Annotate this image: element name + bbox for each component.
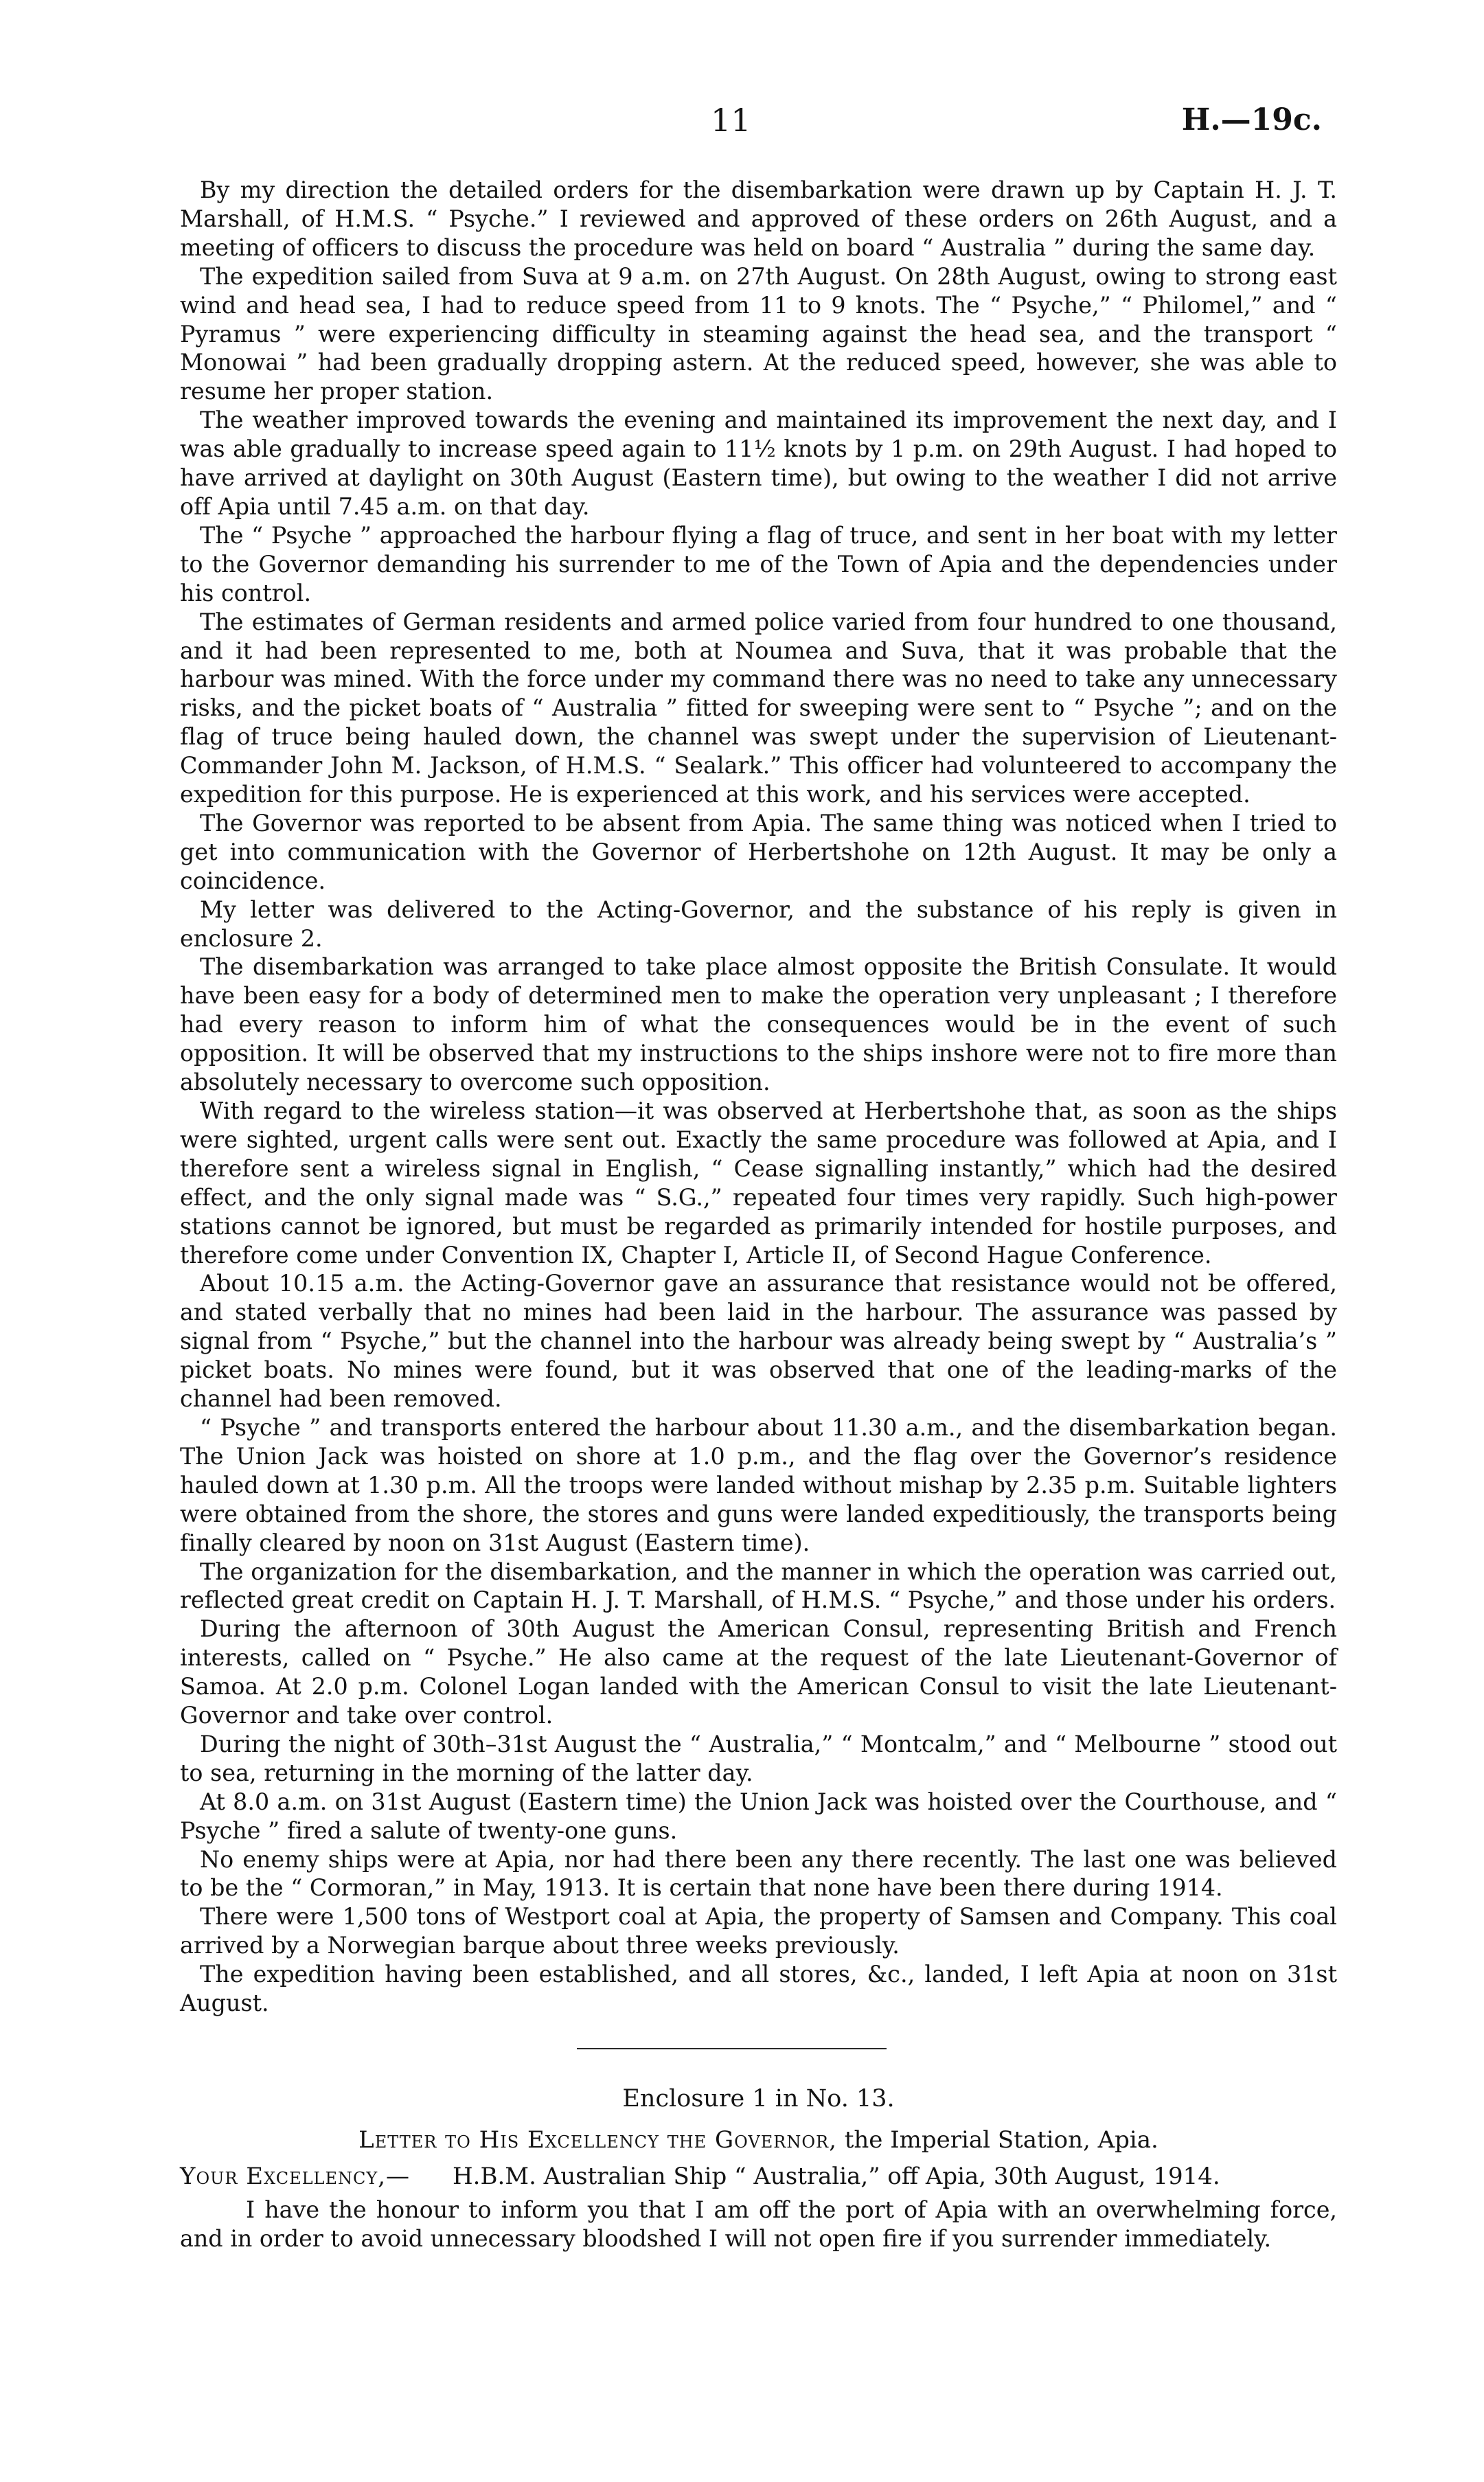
- paragraph: No enemy ships were at Apia, nor had there been any there recently. The last one was believed to be the “ Cormoran,” in May, 1913. It is certain that none have been there during 1914.: [180, 1845, 1337, 1902]
- paragraph: “ Psyche ” and transports entered the harbour about 11.30 a.m., and the disembarkation began. The Union Jack was hoisted on shore at 1.0 p.m., and the flag over the Governor’s residence hauled down at 1.30 p.m. All the troops were landed without mishap by 2.35 p.m. Suitable lighters were obtained from the shore, the stores and guns were landed expeditiously, the transports being finally cleared by noon on 31st August (Eastern time).: [180, 1413, 1337, 1556]
- paragraph: During the night of 30th–31st August the “ Australia,” “ Montcalm,” and “ Melbourne ” stood out to sea, returning in the morning of the latter day.: [180, 1730, 1337, 1786]
- paragraph: At 8.0 a.m. on 31st August (Eastern time) the Union Jack was hoisted over the Courthouse, and “ Psyche ” fired a salute of twenty-one guns.: [180, 1788, 1337, 1844]
- section-divider: [577, 2048, 887, 2049]
- letter-opening-line: [180, 2161, 1337, 2191]
- letter-body: I have the honour to inform you that I am off the port of Apia with an overwhelming force, and in order to avoid unnecessary bloodshed I will not open fire if you surrender immediately.: [180, 2196, 1337, 2252]
- letter-title-location: the Imperial Station, Apia.: [844, 2126, 1158, 2154]
- letter-address: H.B.M. Australian Ship “ Australia,” off Apia, 30th August, 1914.: [453, 2163, 1220, 2190]
- letter-title-addressee: Letter to His Excellency the Governor,: [358, 2126, 837, 2154]
- page-number: 11: [711, 102, 751, 139]
- paragraph: During the afternoon of 30th August the American Consul, representing British and French interests, called on “ Psyche.” He also came at the request of the late Lieutenant-Governor of Samoa. At 2.0 p.m. Colonel Logan landed with the American Consul to visit the late Lieutenant-Governor and take over control.: [180, 1615, 1337, 1729]
- paragraph: About 10.15 a.m. the Acting-Governor gave an assurance that resistance would not be offered, and stated verbally that no mines had been laid in the harbour. The assurance was passed by signal from “ Psyche,” but the channel into the harbour was already being swept by “ Australia’s ” picket boats. No mines were found, but it was observed that one of the leading-marks of the channel had been removed.: [180, 1270, 1337, 1413]
- paragraph: The Governor was reported to be absent from Apia. The same thing was noticed when I tried to get into communication with the Governor of Herbertshohe on 12th August. It may be only a coincidence.: [180, 809, 1337, 894]
- report-body: [180, 176, 1337, 2018]
- paragraph: With regard to the wireless station—it was observed at Herbertshohe that, as soon as the ships were sighted, urgent calls were sent out. Exactly the same procedure was followed at Apia, and I therefore sent a wireless signal in English, “ Cease signalling instantly,” which had the desired effect, and the only signal made was “ S.G.,” repeated four times very rapidly. Such high-power stations cannot be ignored, but must be regarded as primarily intended for hostile purposes, and therefore come under Convention IX, Chapter I, Article II, of Second Hague Conference.: [180, 1097, 1337, 1268]
- paragraph: The weather improved towards the evening and maintained its improvement the next day, and I was able gradually to increase speed again to 11½ knots by 1 p.m. on 29th August. I had hoped to have arrived at daylight on 30th August (Eastern time), but owing to the weather I did not arrive off Apia until 7.45 a.m. on that day.: [180, 407, 1337, 520]
- paragraph: The estimates of German residents and armed police varied from four hundred to one thousand, and it had been represented to me, both at Noumea and Suva, that it was probable that the harbour was mined. With the force under my command there was no need to take any unnecessary risks, and the picket boats of “ Australia ” fitted for sweeping were sent to “ Psyche ”; and on the flag of truce being hauled down, the channel was swept under the supervision of Lieutenant-Commander John M. Jackson, of H.M.S. “ Sealark.” This officer had volunteered to accompany the expedition for this purpose. He is experienced at this work, and his services were accepted.: [180, 608, 1337, 808]
- paragraph: The disembarkation was arranged to take place almost opposite the British Consulate. It would have been easy for a body of determined men to make the operation very unpleasant ; I therefore had every reason to inform him of what the consequences would be in the event of such opposition. It will be observed that my instructions to the ships inshore were not to fire more than absolutely necessary to overcome such opposition.: [180, 953, 1337, 1096]
- paragraph: There were 1,500 tons of Westport coal at Apia, the property of Samsen and Company. This coal arrived by a Norwegian barque about three weeks previously.: [180, 1903, 1337, 1959]
- paragraph: The expedition having been established, and all stores, &c., landed, I left Apia at noon on 31st August.: [180, 1961, 1337, 2017]
- document-reference: H.—19c.: [1181, 102, 1322, 137]
- paragraph: My letter was delivered to the Acting-Governor, and the substance of his reply is given in enclosure 2.: [180, 896, 1337, 952]
- enclosure-section: [180, 2084, 1337, 2253]
- letter-title: [180, 2126, 1337, 2154]
- enclosure-heading: Enclosure 1 in No. 13.: [622, 2085, 895, 2113]
- paragraph: The expedition sailed from Suva at 9 a.m. on 27th August. On 28th August, owing to strong east wind and head sea, I had to reduce speed from 11 to 9 knots. The “ Psyche,” “ Philomel,” and “ Pyramus ” were experiencing difficulty in steaming against the head sea, and the transport “ Monowai ” had been gradually dropping astern. At the reduced speed, however, she was able to resume her proper station.: [180, 262, 1337, 405]
- paragraph: By my direction the detailed orders for the disembarkation were drawn up by Captain H. J. T. Marshall, of H.M.S. “ Psyche.” I reviewed and approved of these orders on 26th August, and a meeting of officers to discuss the procedure was held on board “ Australia ” during the same day.: [180, 177, 1337, 261]
- paragraph: The organization for the disembarkation, and the manner in which the operation was carried out, reflected great credit on Captain H. J. T. Marshall, of H.M.S. “ Psyche,” and those under his orders.: [180, 1558, 1337, 1614]
- letter-salutation: Your Excellency,—: [180, 2163, 411, 2190]
- page-header: [0, 100, 1484, 141]
- paragraph: The “ Psyche ” approached the harbour flying a flag of truce, and sent in her boat with my letter to the Governor demanding his surrender to me of the Town of Apia and the dependencies under his control.: [180, 521, 1337, 606]
